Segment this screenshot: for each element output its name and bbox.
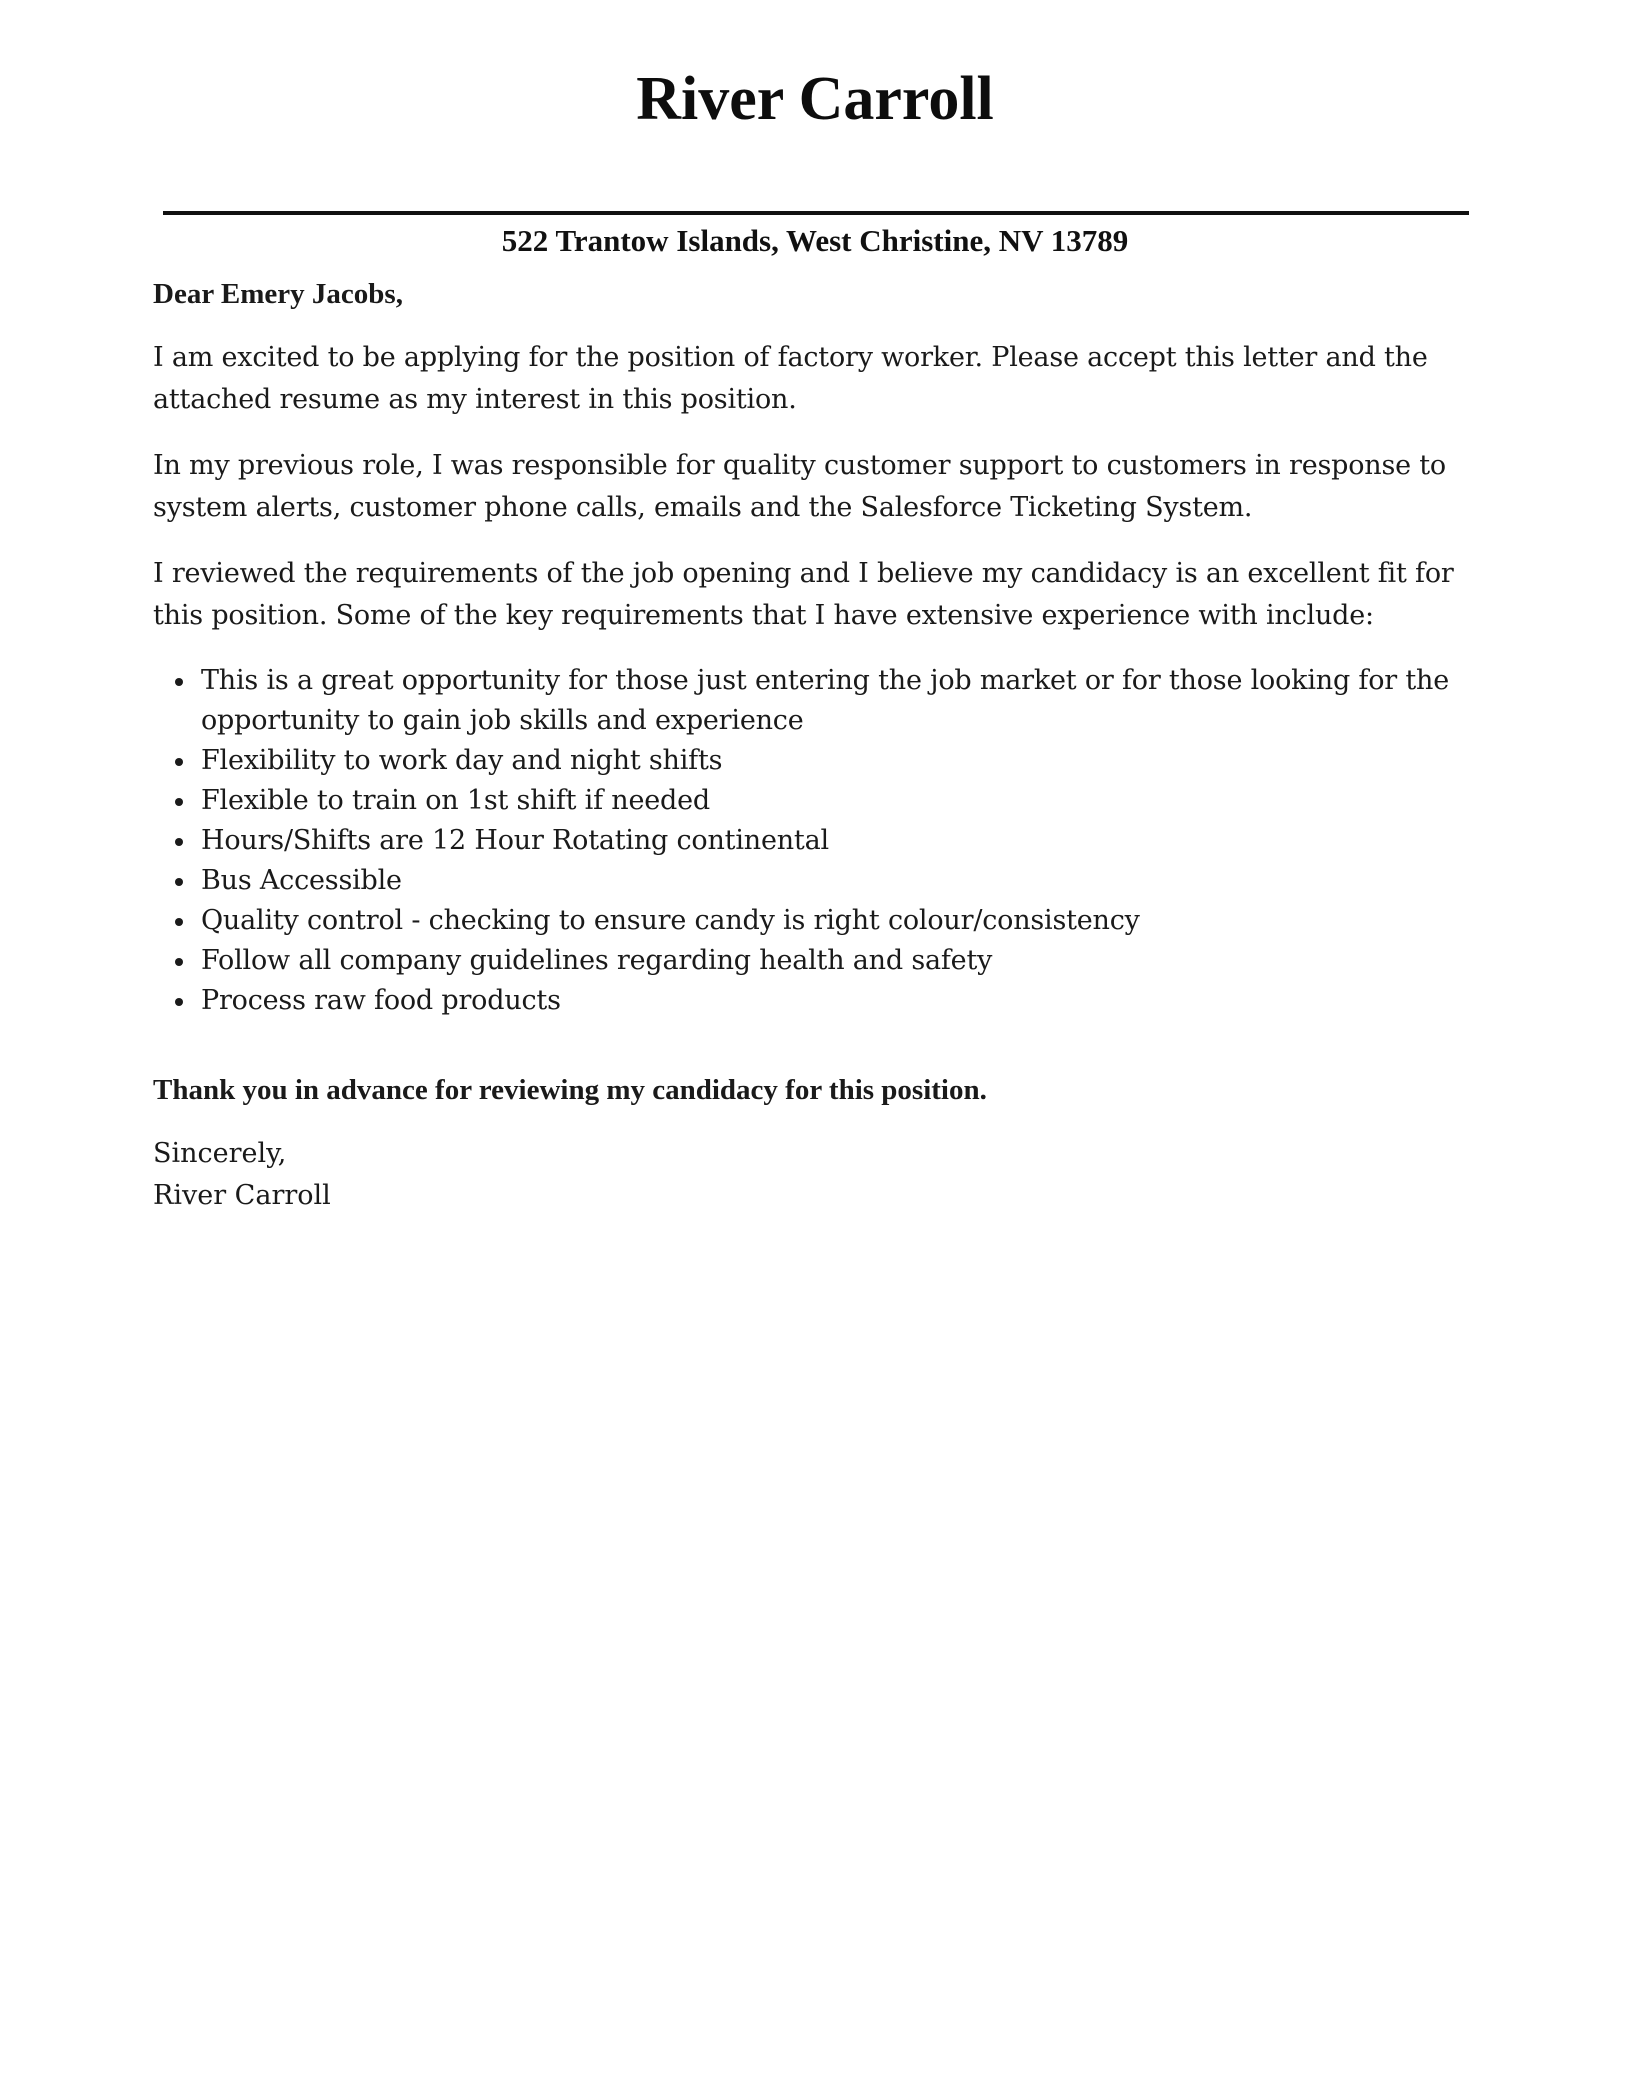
list-item-text: Flexibility to work day and night shifts — [201, 745, 723, 776]
requirements-list — [153, 661, 1473, 1021]
experience-paragraph: In my previous role, I was responsible for quality customer support to customers in response to system alerts, customer phone calls, emails and the Salesforce Ticketing System. — [153, 450, 1446, 523]
list-item-text: Bus Accessible — [201, 865, 402, 896]
closing-statement: Thank you in advance for reviewing my candidacy for this position. — [153, 1074, 987, 1106]
list-item — [201, 941, 1473, 981]
bullet-icon — [175, 678, 183, 686]
list-item-text: Process raw food products — [201, 985, 561, 1016]
list-item — [201, 981, 1473, 1021]
list-item — [201, 661, 1473, 741]
bullet-icon — [175, 998, 183, 1006]
list-item — [201, 861, 1473, 901]
list-item-text: Quality control - checking to ensure candy is right colour/consistency — [201, 905, 1140, 936]
bullet-icon — [175, 798, 183, 806]
signature-name: River Carroll — [153, 1180, 331, 1211]
list-item — [201, 741, 1473, 781]
greeting: Dear Emery Jacobs, — [153, 278, 403, 310]
bullet-icon — [175, 758, 183, 766]
bullet-icon — [175, 878, 183, 886]
list-item — [201, 781, 1473, 821]
letter-body — [153, 273, 1473, 1217]
header-divider — [163, 211, 1469, 215]
bullet-icon — [175, 838, 183, 846]
sender-address: 522 Trantow Islands, West Christine, NV 13789 — [501, 223, 1129, 258]
list-item-text: Hours/Shifts are 12 Hour Rotating continental — [201, 825, 829, 856]
list-item-text: Flexible to train on 1st shift if needed — [201, 785, 710, 816]
list-item-text: Follow all company guidelines regarding health and safety — [201, 945, 993, 976]
valediction: Sincerely, — [153, 1138, 287, 1169]
sender-name: River Carroll — [636, 65, 994, 133]
bullet-icon — [175, 918, 183, 926]
list-item-text: This is a great opportunity for those just entering the job market or for those looking for the opportunity to gain job skills and experience — [201, 665, 1449, 736]
requirements-intro-paragraph: I reviewed the requirements of the job opening and I believe my candidacy is an excellent fit for this position. Some of the key requirements that I have extensive experience with include: — [153, 558, 1454, 631]
list-item — [201, 821, 1473, 861]
letter-header — [163, 56, 1467, 258]
bullet-icon — [175, 958, 183, 966]
intro-paragraph: I am excited to be applying for the position of factory worker. Please accept this letter and the attached resume as my interest in this position. — [153, 342, 1428, 415]
list-item — [201, 901, 1473, 941]
